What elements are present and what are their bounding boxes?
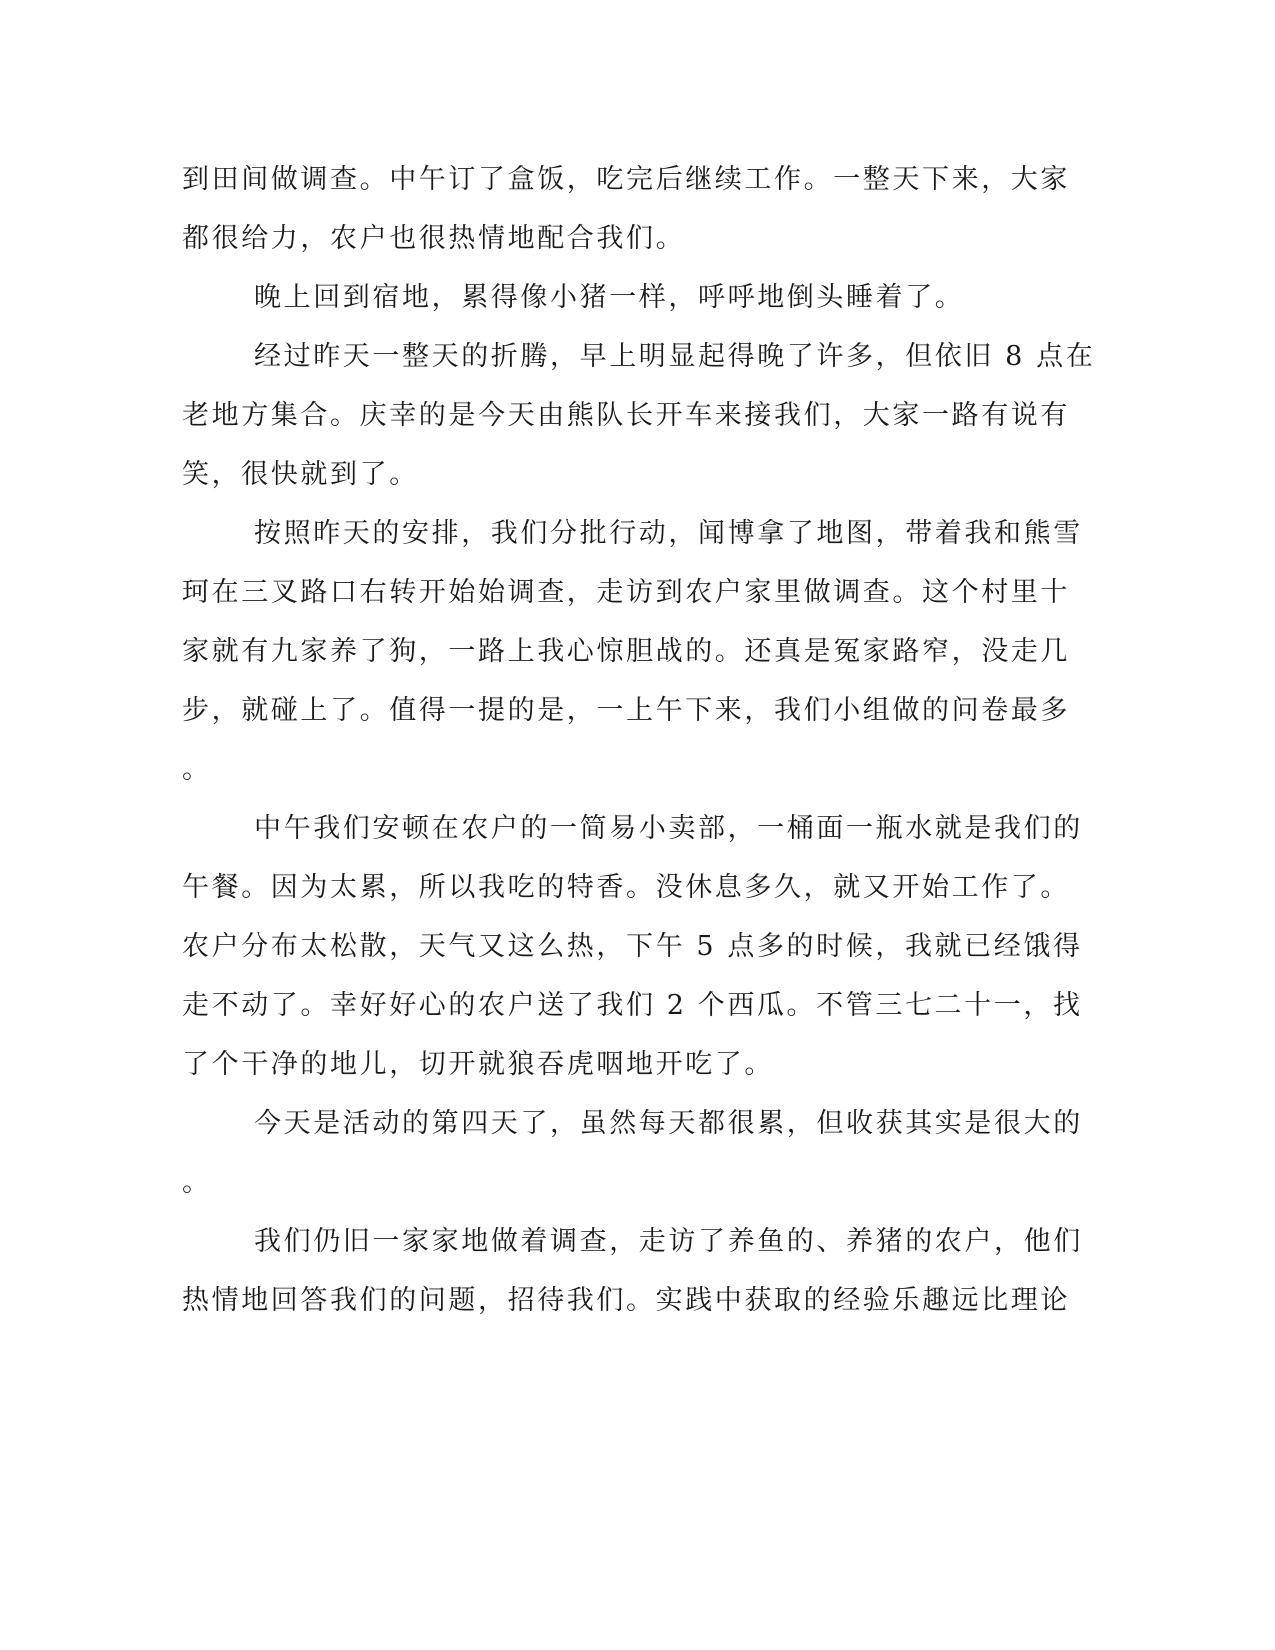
text-line: 珂在三叉路口右转开始始调查，走访到农户家里做调查。这个村里十	[182, 577, 1070, 608]
text-line: 午餐。因为太累，所以我吃的特香。没休息多久，就又开始工作了。	[182, 872, 1070, 903]
text-line: 农户分布太松散，天气又这么热，下午 5 点多的时候，我就已经饿得	[182, 931, 1083, 962]
text-line: 老地方集合。庆幸的是今天由熊队长开车来接我们，大家一路有说有	[182, 400, 1070, 431]
text-line: 步，就碰上了。值得一提的是，一上午下来，我们小组做的问卷最多	[182, 695, 1070, 726]
text-line: 中午我们安顿在农户的一简易小卖部，一桶面一瓶水就是我们的	[254, 813, 1083, 844]
text-line: 热情地回答我们的问题，招待我们。实践中获取的经验乐趣远比理论	[182, 1285, 1070, 1316]
text-line: 。	[182, 754, 212, 785]
text-line: 了个干净的地儿，切开就狼吞虎咽地开吃了。	[182, 1049, 774, 1080]
text-line: 走不动了。幸好好心的农户送了我们 2 个西瓜。不管三七二十一，找	[182, 990, 1083, 1021]
text-line: 我们仍旧一家家地做着调查，走访了养鱼的、养猪的农户，他们	[254, 1226, 1083, 1257]
text-line: 笑，很快就到了。	[182, 459, 419, 490]
text-line: 经过昨天一整天的折腾，早上明显起得晚了许多，但依旧 8 点在	[254, 341, 1096, 372]
text-line: 晚上回到宿地，累得像小猪一样，呼呼地倒头睡着了。	[254, 282, 965, 313]
text-line: 都很给力，农户也很热情地配合我们。	[182, 223, 686, 254]
text-line: 家就有九家养了狗，一路上我心惊胆战的。还真是冤家路窄，没走几	[182, 636, 1070, 667]
text-line: 按照昨天的安排，我们分批行动，闻博拿了地图，带着我和熊雪	[254, 518, 1083, 549]
text-line: 到田间做调查。中午订了盒饭，吃完后继续工作。一整天下来，大家	[182, 164, 1070, 195]
text-line: 。	[182, 1167, 212, 1198]
text-line: 今天是活动的第四天了，虽然每天都很累，但收获其实是很大的	[254, 1108, 1083, 1139]
